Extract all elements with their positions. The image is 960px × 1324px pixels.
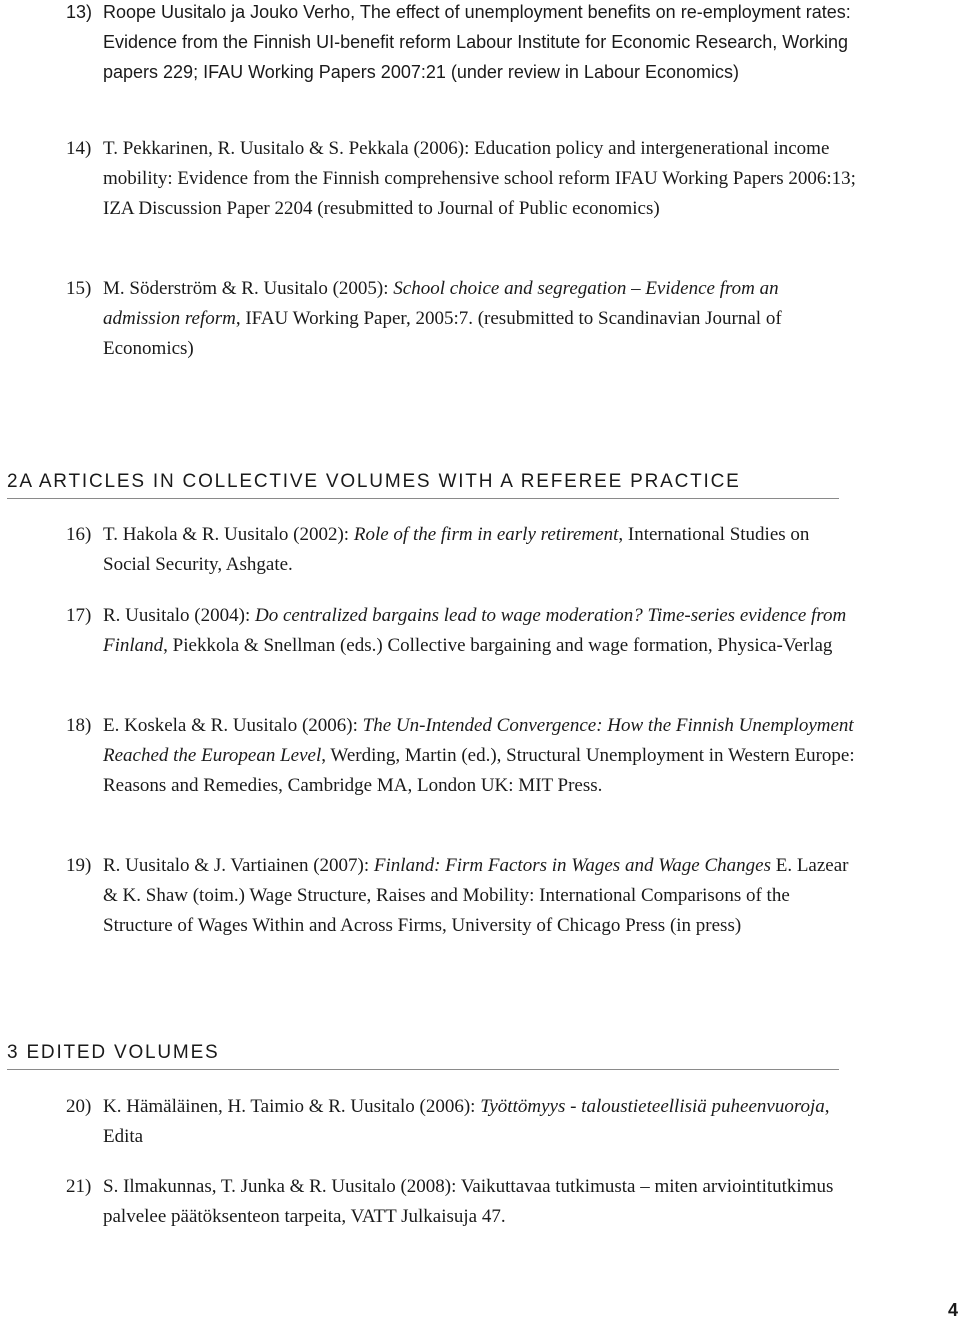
reference-authors: M. Söderström & R. Uusitalo (2005): (103, 278, 394, 299)
reference-number: 20) (66, 1096, 92, 1117)
reference-21 (66, 1172, 856, 1232)
reference-text: S. Ilmakunnas, T. Junka & R. Uusitalo (2008): Vaikuttavaa tutkimusta – miten arviointitutkimus palvelee päätöksenteon tarpeita, VATT Julkaisuja 47. (103, 1176, 834, 1227)
reference-text (103, 1092, 856, 1152)
reference-text: Roope Uusitalo ja Jouko Verho, The effect of unemployment benefits on re-employment rates: Evidence from the Finnish UI-benefit reform Labour Institute for Economic Research, Working papers 229; IFAU Working Papers 2007:21 (under review in Labour Economics) (103, 2, 851, 82)
reference-authors: R. Uusitalo (2004): (103, 605, 255, 626)
reference-authors: E. Koskela & R. Uusitalo (2006): (103, 715, 363, 736)
section-heading-2a: 2A ARTICLES IN COLLECTIVE VOLUMES WITH A REFEREE PRACTICE (7, 470, 839, 499)
reference-20 (66, 1092, 856, 1152)
reference-number: 13) (66, 2, 93, 22)
reference-text (103, 711, 856, 801)
reference-number: 21) (66, 1176, 92, 1197)
section-heading-3: 3 EDITED VOLUMES (7, 1041, 839, 1070)
reference-number: 18) (66, 715, 92, 736)
reference-16 (66, 520, 856, 580)
reference-text: T. Pekkarinen, R. Uusitalo & S. Pekkala (2006): Education policy and intergenerational income mobility: Evidence from the Finnish comprehensive school reform IFAU Working Papers 2006:13; IZA Discussion Paper 2204 (resubmitted to Journal of Public economics) (103, 138, 856, 219)
reference-number: 16) (66, 524, 92, 545)
reference-19 (66, 851, 856, 941)
reference-number: 19) (66, 855, 92, 876)
reference-source: , Piekkola & Snellman (eds.) Collective bargaining and wage formation, Physica-Verlag (163, 635, 833, 656)
reference-source: , IFAU Working Paper, 2005:7. (resubmitted to Scandinavian Journal of Economics) (103, 308, 782, 359)
reference-title: The Un-Intended Convergence: How the Finnish Unemployment Reached the European Level (103, 715, 854, 766)
reference-number: 14) (66, 138, 92, 159)
reference-title: Do centralized bargains lead to wage moderation? Time-series evidence from Finland (103, 605, 847, 656)
reference-15 (66, 274, 856, 364)
reference-17 (66, 601, 856, 661)
reference-14 (66, 134, 856, 224)
reference-source: , International Studies on Social Security, Ashgate. (103, 524, 810, 575)
reference-text (103, 520, 856, 580)
reference-18 (66, 711, 856, 801)
reference-title: Työttömyys - taloustieteellisiä puheenvuoroja (480, 1096, 825, 1117)
reference-authors: R. Uusitalo & J. Vartiainen (2007): (103, 855, 374, 876)
reference-title: Role of the firm in early retirement (353, 524, 619, 545)
reference-13 (66, 0, 856, 87)
reference-source: , Werding, Martin (ed.), Structural Unemployment in Western Europe: Reasons and Remedies, Cambridge MA, London UK: MIT Press. (103, 745, 855, 796)
page-number: 4 (947, 1300, 958, 1320)
reference-text (103, 601, 856, 661)
reference-authors: T. Hakola & R. Uusitalo (2002): (103, 524, 354, 545)
reference-text (103, 851, 856, 941)
reference-source: E. Lazear & K. Shaw (toim.) Wage Structure, Raises and Mobility: International Comparisons of the Structure of Wages Within and Across Firms, University of Chicago Press (in press) (103, 855, 849, 936)
reference-title: School choice and segregation – Evidence from an admission reform (103, 278, 779, 329)
reference-number: 15) (66, 278, 92, 299)
reference-authors: K. Hämäläinen, H. Taimio & R. Uusitalo (2006): (103, 1096, 481, 1117)
reference-title: Finland: Firm Factors in Wages and Wage Changes (373, 855, 771, 876)
reference-text (103, 274, 856, 364)
reference-source: , Edita (103, 1096, 830, 1147)
reference-number: 17) (66, 605, 92, 626)
